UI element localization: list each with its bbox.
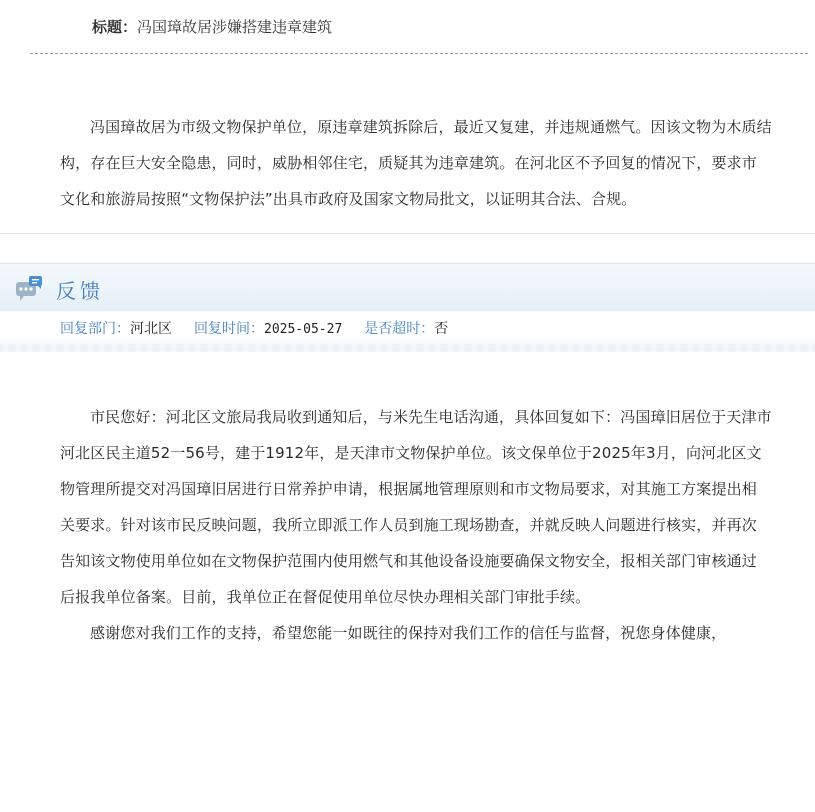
reply-dept-label: 回复部门： [60, 321, 130, 337]
chat-bubbles-icon [14, 274, 44, 302]
reply-dept-value: 河北区 [130, 321, 172, 337]
question-body: 冯国璋故居为市级文物保护单位，原违章建筑拆除后，最近又复建，并违规通燃气。因该文物为木质结构，存在巨大安全隐患，同时，威胁相邻住宅，质疑其为违章建筑。在河北区不予回复的情况下，要求市文化和旅游局按照“文物保护法”出具市政府及国家文物局批文，以证明其合法、合规。 [60, 118, 772, 208]
title-row [92, 16, 332, 38]
section-divider [0, 233, 815, 234]
page-title: 冯国璋故居涉嫌搭建违章建筑 [137, 18, 333, 36]
overdue-value: 否 [434, 321, 449, 337]
reply-paragraph: 市民您好：河北区文旅局我局收到通知后，与米先生电话沟通，具体回复如下：冯国璋旧居位于天津市河北区民主道52一56号，建于1912年，是天津市文物保护单位。该文保单位于2025年3月，向河北区文物管理所提交对冯国璋旧居进行日常养护申请，根据属地管理原则和市文物局要求，对其施工方案提出相关要求。针对该市民反映问题，我所立即派工作人员到施工现场勘查，并就反映人问题进行核实，并再次告知该文物使用单位如在文物保护范围内使用燃气和其他设备设施要确保文物安全，报相关部门审核通过后报我单位备案。目前，我单位正在督促使用单位尽快办理相关部门审批手续。 [60, 408, 772, 606]
reply-paragraph: 感谢您对我们工作的支持，希望您能一如既往的保持对我们工作的信任与监督，祝您身体健康， [90, 624, 727, 642]
reply-body [60, 399, 772, 651]
decorative-wave [0, 344, 815, 352]
reply-meta [60, 319, 448, 340]
dashed-divider [30, 53, 808, 54]
overdue-label: 是否超时： [364, 321, 435, 337]
feedback-header [0, 263, 815, 312]
reply-time-value: 2025-05-27 [264, 322, 343, 337]
title-label: 标题： [92, 18, 138, 36]
reply-time-label: 回复时间： [194, 321, 264, 337]
feedback-title: 反馈 [56, 279, 104, 303]
